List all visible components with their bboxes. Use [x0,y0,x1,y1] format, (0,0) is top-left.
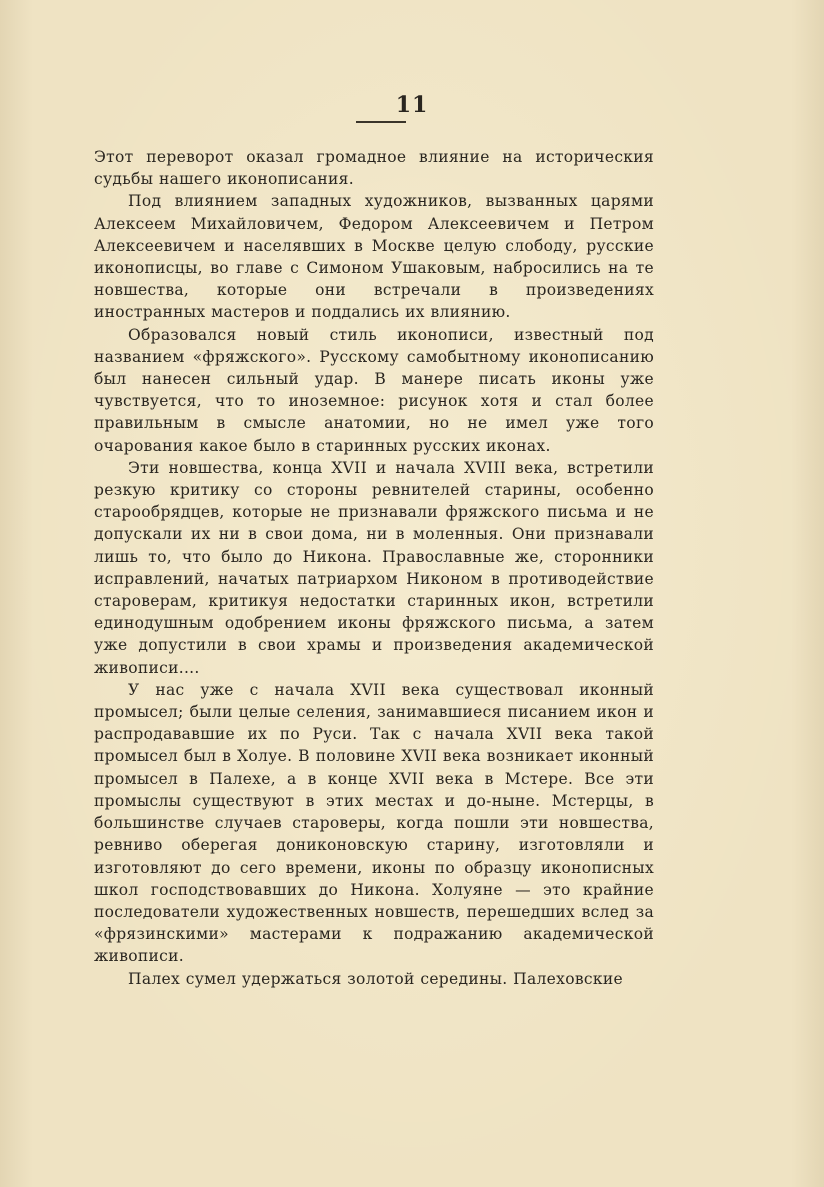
page-number-underline [356,121,406,123]
body-text [94,146,654,990]
paragraph-5: У нас уже с начала XVII века существовал иконный промысел; были целые селения, занимавшиеся писанием икон и распродававшие их по Руси. Так с начала XVII века такой промысел был в Холуе. В половине XVII века возникает иконный промысел в Палехе, а в конце XVII века в Мстере. Все эти промыслы существуют в этих местах и до-ныне. Мстерцы, в большинстве случаев староверы, когда пошли эти новшества, ревниво оберегая дониконовскую старину, изготовляли и изготовляют до сего времени, иконы по образцу иконописных школ господствовавших до Никона. Холуяне — это крайние последователи художественных новшеств, перешедших вслед за «фрязинскими» мастерами к подражанию академической живописи. [94,680,654,966]
paragraph-1: Этот переворот оказал громадное влияние на историческия судьбы нашего иконописания. [94,148,654,189]
paragraph-6: Палех сумел удержаться золотой середины. Палеховские [128,969,623,988]
paragraph-2: Под влиянием западных художников, вызванных царями Алексеем Михайловичем, Федором Алексеевичем и Петром Алексеевичем и населявших в Москве целую слободу, русские иконописцы, во главе с Симоном Ушаковым, набросились на те новшества, которые они встречали в произведениях иностранных мастеров и поддались их влиянию. [94,192,654,322]
page-number: 11 [395,92,429,118]
paragraph-4: Эти новшества, конца XVII и начала XVIII века, встретили резкую критику со стороны ревнителей старины, особенно старообрядцев, которые не признавали фряжского письма и не допускали их ни в свои дома, ни в моленныя. Они признавали лишь то, что было до Никона. Православные же, сторонники исправлений, начатых патриархом Никоном в противодействие староверам, критикуя недостатки старинных икон, встретили единодушным одобрением иконы фряжского письма, а затем уже допустили в свои храмы и произведения академической живописи.... [94,458,654,677]
paragraph-3: Образовался новый стиль иконописи, известный под названием «фряжского». Русскому самобытному иконописанию был нанесен сильный удар. В манере писать иконы уже чувствуется, что то иноземное: рисунок хотя и стал более правильным в смысле анатомии, но не имел уже того очарования какое было в старинных русских иконах. [94,325,654,455]
